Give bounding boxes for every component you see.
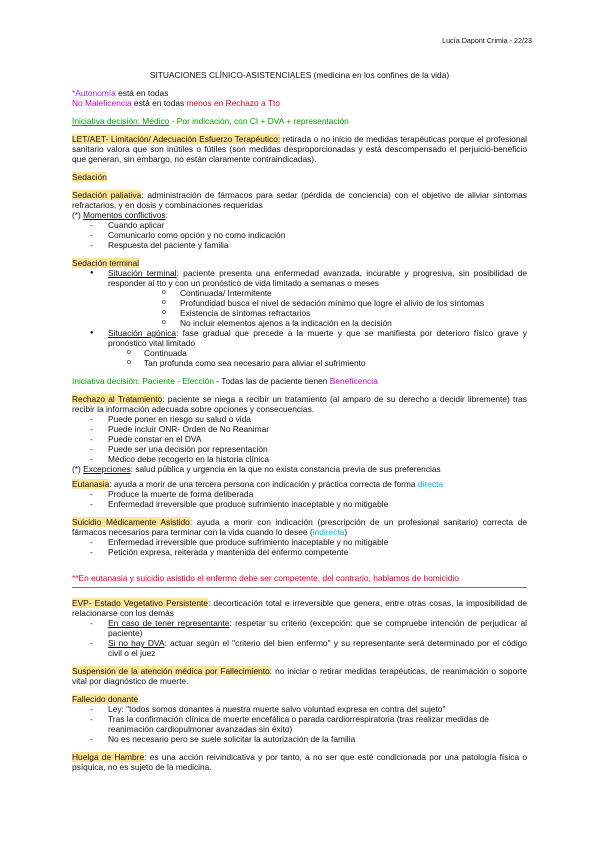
list-item: - Comunicarlo como opción y no como indicación xyxy=(72,230,527,240)
situacion-terminal-item: ● Situación terminal: paciente presenta una enfermedad avanzada, incurable y progresiva, sin posibilidad de responder al tto y con un pronóstico de vida limitado a semanas o meses xyxy=(72,268,527,288)
eutanasia-paragraph: Eutanasia: ayuda a morir de una tercera persona con indicación y práctica correcta de forma directa xyxy=(72,479,444,489)
nota-competente: **En eutanasia y suicidio asistido el enfermo debe ser competente, del contrario, hablamos de homicidio xyxy=(72,573,459,583)
divider xyxy=(72,587,527,588)
list-item: - No es necesario pero se suele solicitar la autorización de la familia xyxy=(72,734,527,744)
author-header: Lucía Dapont Crimia - 22/23 xyxy=(442,36,532,45)
suicidio-paragraph: Suicidio Médicamente Asistido: ayuda a morir con indicación (prescripción de un profesional sanitario) correcta de fármacos necesarios para terminar con la vida cuando lo desee (indirecta) xyxy=(72,517,527,537)
sedacion-terminal-heading: Sedación terminal xyxy=(72,258,140,268)
sedacion-terminal-list xyxy=(72,268,527,368)
list-item: - Cuando aplicar xyxy=(72,220,527,230)
list-item: - Ley: "todos somos donantes a nuestra muerte salvo voluntad expresa en contra del sujeto" xyxy=(72,704,527,714)
no-maleficencia-term: No Maleficencia xyxy=(72,98,132,108)
list-item: - Enfermedad irreversible que produce sufrimiento inaceptable y no mitigable xyxy=(72,499,527,509)
evp-list xyxy=(72,618,527,658)
list-item: - Respuesta del paciente y familia xyxy=(72,240,527,250)
list-item: - Enfermedad irreversible que produce sufrimiento inaceptable y no mitigable xyxy=(72,537,527,547)
list-item: o Continuada/ Intermitente xyxy=(72,288,527,298)
excepciones-line: (*) Excepciones: salud pública y urgencia en la que no exista constancia previa de sus preferencias xyxy=(72,464,441,474)
list-item: o Tan profunda como sea necesario para aliviar el sufrimiento xyxy=(72,358,527,368)
rechazo-paragraph: Rechazo al Tratamiento: paciente se niega a recibir un tratamiento (al amparo de su derecho a decidir libremente) tras recibir la información adecuada sobre opciones y consecuencias. xyxy=(72,394,527,414)
autonomia-term: *Autonomía xyxy=(72,88,116,98)
iniciativa-paciente-line: Iniciativa decisión: Paciente - Elección - Todas las de paciente tienen Beneficencia xyxy=(72,376,378,386)
no-maleficencia-line: No Maleficencia está en todas menos en Rechazo a Tto xyxy=(72,98,280,108)
sedacion-paliativa-paragraph: Sedación paliativa: administración de fármacos para sedar (pérdida de conciencia) con el objetivo de aliviar síntomas refractarios, y en dosis y combinaciones requeridas xyxy=(72,190,527,210)
list-item: - Puede constar en el DVA xyxy=(72,434,527,444)
suspension-paragraph: Suspensión de la atención médica por Fallecimiento: no iniciar o retirar medidas terapéuticas, de reanimación o soporte vital por diagnóstico de muerte. xyxy=(72,666,527,686)
suicidio-list xyxy=(72,537,527,557)
list-item: - Puede ser una decisión por representación xyxy=(72,444,527,454)
eutanasia-list xyxy=(72,489,527,509)
autonomia-line: *Autonomía está en todas xyxy=(72,88,169,98)
huelga-paragraph: Huelga de Hambre: es una acción reivindicativa y por tanto, a no ser que esté condicionada por una patología física o psíquica, no es sujeto de la medicina. xyxy=(72,752,528,772)
fallecido-heading: Fallecido donante xyxy=(72,694,139,704)
evp-paragraph: EVP- Estado Vegetativo Persistente: decorticación total e irreversible que genera, entre otras cosas, la imposibilidad de relacionarse con los demás xyxy=(72,598,527,618)
sedacion-heading: Sedación xyxy=(72,172,107,182)
list-item: - En caso de tener representante: respetar su criterio (excepción: que se compruebe intención de perjudicar al paciente) xyxy=(72,618,527,638)
no-maleficencia-exception: menos en Rechazo a Tto xyxy=(186,98,280,108)
momentos-list xyxy=(72,220,527,250)
document-content xyxy=(72,70,527,772)
list-item: - Médico debe recogerlo en la historia clínica xyxy=(72,454,527,464)
fallecido-list xyxy=(72,704,527,744)
iniciativa-medico-line: Iniciativa decisión: Médico - Por indicación, con CI + DVA + representación xyxy=(72,116,349,126)
list-item: o Existencia de síntomas refractarios xyxy=(72,308,527,318)
list-item: - Petición expresa, reiterada y mantenida del enfermo competente xyxy=(72,547,527,557)
momentos-conflictivos-label: (*) Momentos conflictivos: xyxy=(72,210,168,220)
list-item: - Produce la muerte de forma deliberada xyxy=(72,489,527,499)
list-item: - Puede incluir ONR- Orden de No Reanimar xyxy=(72,424,527,434)
situacion-agonica-item: ● Situación agónica: fase gradual que precede a la muerte y que se manifiesta por deterioro físico grave y pronóstico vital limitado xyxy=(72,328,527,348)
list-item: - Si no hay DVA: actuar según el "criterio del bien enfermo" y su representante será determinado por el código civil o el juez xyxy=(72,638,527,658)
list-item: o No incluir elementos ajenos a la indicación en la decisión xyxy=(72,318,527,328)
list-item: - Tras la confirmación clínica de muerte encefálica o parada cardiorrespiratoria (tras realizar medidas de reanimación cardiopulmonar avanzadas sin éxito) xyxy=(72,714,527,734)
list-item: o Profundidad busca el nivel de sedación mínimo que logre el alivio de los síntomas xyxy=(72,298,527,308)
list-item: o Continuada xyxy=(72,348,527,358)
let-term: LET/AET- Limitación/ Adecuación Esfuerzo Terapéutico: xyxy=(72,134,281,144)
let-paragraph: LET/AET- Limitación/ Adecuación Esfuerzo Terapéutico: retirada o no inicio de medidas terapéuticas porque el profesional sanitario valora que son inútiles o fútiles (son medidas desproporcionadas y está descompensado el perjuicio-beneficio que generan, sin embargo, no están claramente contraindicadas). xyxy=(72,134,528,164)
list-item: - Puede poner en riesgo su salud o vida xyxy=(72,414,527,424)
rechazo-list xyxy=(72,414,527,464)
document-title: SITUACIONES CLÍNICO-ASISTENCIALES (medicina en los confines de la vida) xyxy=(149,70,450,80)
